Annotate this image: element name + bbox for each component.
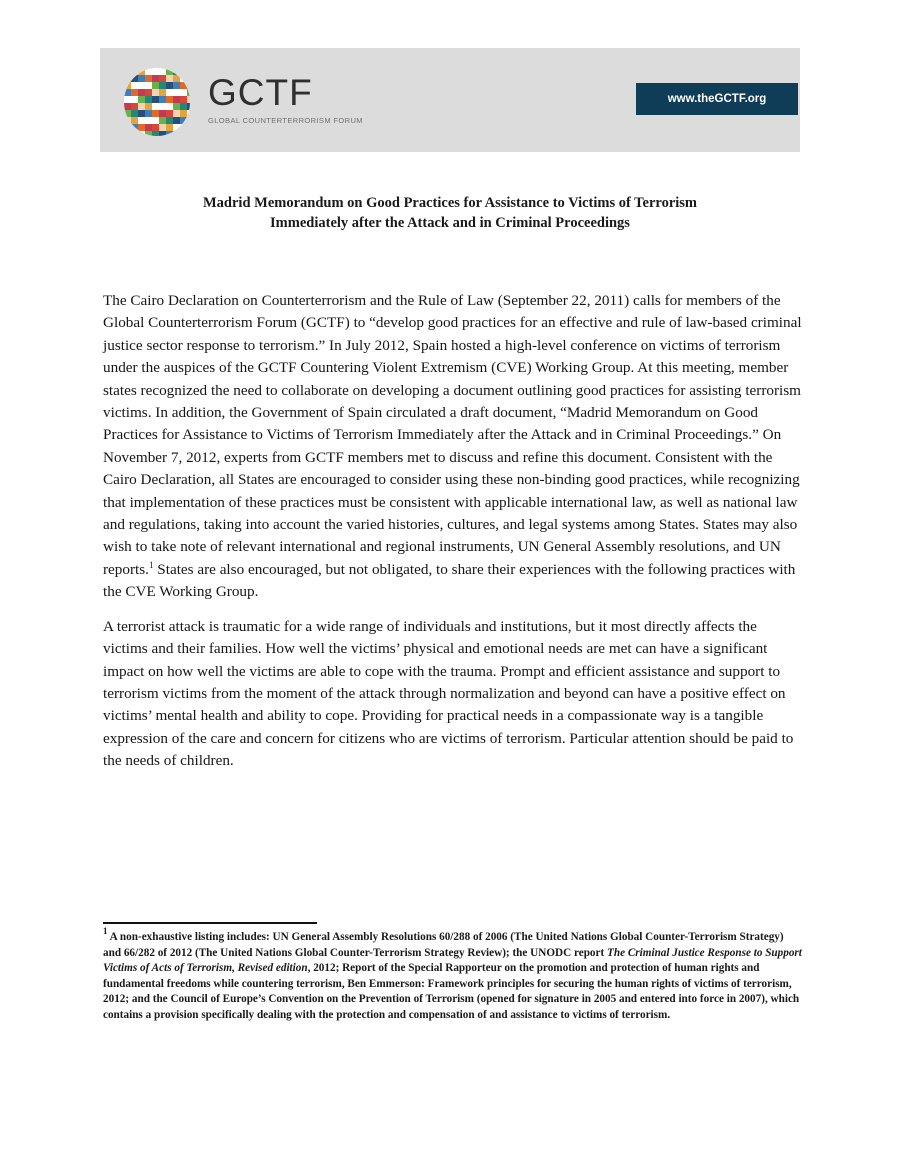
globe-tile: [187, 68, 190, 75]
footnote: [103, 926, 803, 1024]
title-line-2: Immediately after the Attack and in Criminal Proceedings: [270, 215, 630, 231]
globe-tile: [166, 117, 173, 124]
globe-tile: [180, 124, 187, 131]
title-line-1: Madrid Memorandum on Good Practices for Assistance to Victims of Terrorism: [202, 195, 698, 211]
globe-tile: [159, 131, 166, 136]
globe-tile: [152, 89, 159, 96]
globe-tile: [124, 110, 131, 117]
paragraph-1-text-cont: States are also encouraged, but not obligated, to share their experiences with the following practices with the CVE Working Group.: [103, 560, 796, 601]
globe-tile: [187, 124, 190, 131]
globe-tile: [159, 110, 166, 117]
globe-tile: [173, 89, 180, 96]
footnote-marker: 1: [103, 926, 108, 936]
brand-block: [208, 74, 363, 125]
globe-tile: [138, 103, 145, 110]
globe-tile: [173, 110, 180, 117]
globe-tile: [145, 110, 152, 117]
globe-tile: [159, 117, 166, 124]
globe-tile: [124, 103, 131, 110]
globe-tile: [180, 82, 187, 89]
footnote-reference[interactable]: 1: [148, 559, 154, 570]
brand-subtitle: GLOBAL COUNTERTERRORISM FORUM: [208, 116, 363, 125]
globe-tile: [180, 103, 187, 110]
globe-tile: [131, 103, 138, 110]
globe-tile: [152, 75, 159, 82]
globe-tile: [131, 89, 138, 96]
globe-tile: [138, 68, 145, 75]
globe-tile: [180, 117, 187, 124]
globe-tile: [145, 82, 152, 89]
globe-tile: [138, 124, 145, 131]
globe-tile: [138, 75, 145, 82]
globe-tile: [173, 75, 180, 82]
gctf-globe-logo-icon: [124, 68, 190, 136]
globe-tile: [138, 89, 145, 96]
globe-tile: [152, 103, 159, 110]
globe-tile: [152, 82, 159, 89]
globe-tile: [187, 89, 190, 96]
globe-tile: [124, 75, 131, 82]
header-banner: [100, 48, 800, 152]
globe-tile: [145, 103, 152, 110]
globe-tile: [166, 131, 173, 136]
globe-tile: [166, 96, 173, 103]
globe-tile: [138, 82, 145, 89]
globe-tile: [166, 110, 173, 117]
globe-tile: [187, 110, 190, 117]
globe-tile: [124, 131, 131, 136]
globe-tile: [131, 82, 138, 89]
globe-tile: [152, 124, 159, 131]
globe-tile: [180, 68, 187, 75]
globe-tile: [131, 117, 138, 124]
globe-tile: [166, 68, 173, 75]
globe-tile: [159, 124, 166, 131]
globe-tile: [187, 96, 190, 103]
globe-tile: [131, 110, 138, 117]
globe-tile: [138, 131, 145, 136]
globe-tile: [145, 124, 152, 131]
website-link[interactable]: www.theGCTF.org: [636, 83, 798, 115]
globe-tile: [152, 96, 159, 103]
globe-tile: [145, 89, 152, 96]
globe-tile: [187, 117, 190, 124]
globe-tile: [159, 75, 166, 82]
globe-tile: [124, 96, 131, 103]
globe-tile: [187, 131, 190, 136]
globe-tile: [131, 68, 138, 75]
globe-tile: [145, 75, 152, 82]
globe-tile: [173, 131, 180, 136]
globe-tile: [138, 110, 145, 117]
globe-tile: [180, 75, 187, 82]
globe-tile: [173, 124, 180, 131]
globe-tile: [124, 89, 131, 96]
globe-tile: [138, 96, 145, 103]
footnote-text-cont: , 2012; Report of the Special Rapporteur on the promotion and protection of human rights and fundamental freedoms while countering terrorism, Ben Emmerson: Framework principles for securing the human rights of victims of terrorism, 2012; and the Council of Europe’s Convention on the Prevention of Terrorism (opened for signature in 2005 and entered into force in 2007), which contains a provision specifically dealing with the protection and compensation of and assistance to victims of terrorism.: [103, 962, 800, 1021]
globe-tile: [180, 110, 187, 117]
globe-tile: [159, 96, 166, 103]
globe-tile: [187, 75, 190, 82]
globe-tile: [173, 96, 180, 103]
document-body: [103, 290, 803, 785]
globe-tile: [124, 124, 131, 131]
globe-tile: [152, 68, 159, 75]
document-title: [100, 193, 800, 233]
globe-tile: [180, 89, 187, 96]
globe-tile: [166, 103, 173, 110]
footnote-divider: [103, 922, 317, 924]
globe-tile: [131, 96, 138, 103]
paragraph-2: A terrorist attack is traumatic for a wide range of individuals and institutions, but it most directly affects the victims and their families. How well the victims’ physical and emotional needs are met can have a significant impact on how well the victims are able to cope with the trauma. Prompt and efficient assistance and support to terrorism victims from the moment of the attack through normalization and beyond can have a positive effect on victims’ mental health and ability to cope. Providing for practical needs in a compassionate way is a tangible expression of the care and concern for citizens who are victims of terrorism. Particular attention should be paid to the needs of children.: [103, 617, 794, 770]
globe-tile: [173, 82, 180, 89]
globe-tile: [152, 110, 159, 117]
brand-name: GCTF: [208, 72, 313, 113]
globe-tile: [145, 131, 152, 136]
globe-tile: [173, 68, 180, 75]
globe-tile: [166, 75, 173, 82]
globe-tile: [187, 103, 190, 110]
paragraph-1-text: The Cairo Declaration on Counterterrorism and the Rule of Law (September 22, 2011) calls for members of the Global Counterterrorism Forum (GCTF) to “develop good practices for an effective and rule of law-based criminal justice sector response to terrorism.” In July 2012, Spain hosted a high-level conference on victims of terrorism under the auspices of the GCTF Countering Violent Extremism (CVE) Working Group. At this meeting, member states recognized the need to collaborate on developing a document outlining good practices for assisting terrorism victims. In addition, the Government of Spain circulated a draft document, “Madrid Memorandum on Good Practices for Assistance to Victims of Terrorism Immediately after the Attack and in Criminal Proceedings.” On November 7, 2012, experts from GCTF members met to discuss and refine this document. Consistent with the Cairo Declaration, all States are encouraged to consider using these non-binding good practices, while recognizing that implementation of these practices must be consistent with applicable international law, as well as national law and regulations, taking into account the varied histories, cultures, and legal systems among States. States may also wish to take note of relevant international and regional instruments, UN General Assembly resolutions, and UN reports.: [103, 292, 802, 578]
globe-tile: [138, 117, 145, 124]
globe-tile: [159, 103, 166, 110]
globe-tile: [173, 117, 180, 124]
globe-tile: [124, 82, 131, 89]
globe-tile: [131, 124, 138, 131]
globe-tile: [159, 89, 166, 96]
paragraph-1: [103, 290, 803, 604]
footnote-report-title: The Criminal Justice Response to Support Victims of Acts of Terrorism, Revised edition: [103, 946, 802, 975]
globe-tile: [166, 82, 173, 89]
globe-tile: [180, 131, 187, 136]
footnote-text: A non-exhaustive listing includes: UN General Assembly Resolutions 60/288 of 2006 (The United Nations Global Counter-Terrorism Strategy) and 66/282 of 2012 (The United Nations Global Counter-Terrorism Strategy Review); the UNODC report: [103, 931, 784, 959]
globe-tile: [166, 89, 173, 96]
globe-tile: [166, 124, 173, 131]
globe-tile: [145, 68, 152, 75]
globe-tile: [124, 68, 131, 75]
globe-tile: [152, 131, 159, 136]
globe-tile: [124, 117, 131, 124]
globe-tile: [180, 96, 187, 103]
globe-tile: [131, 75, 138, 82]
globe-tile: [145, 117, 152, 124]
globe-tile: [145, 96, 152, 103]
globe-tile: [159, 82, 166, 89]
globe-tile: [131, 131, 138, 136]
globe-tile: [152, 117, 159, 124]
globe-tile: [159, 68, 166, 75]
globe-tile: [187, 82, 190, 89]
globe-tile: [173, 103, 180, 110]
